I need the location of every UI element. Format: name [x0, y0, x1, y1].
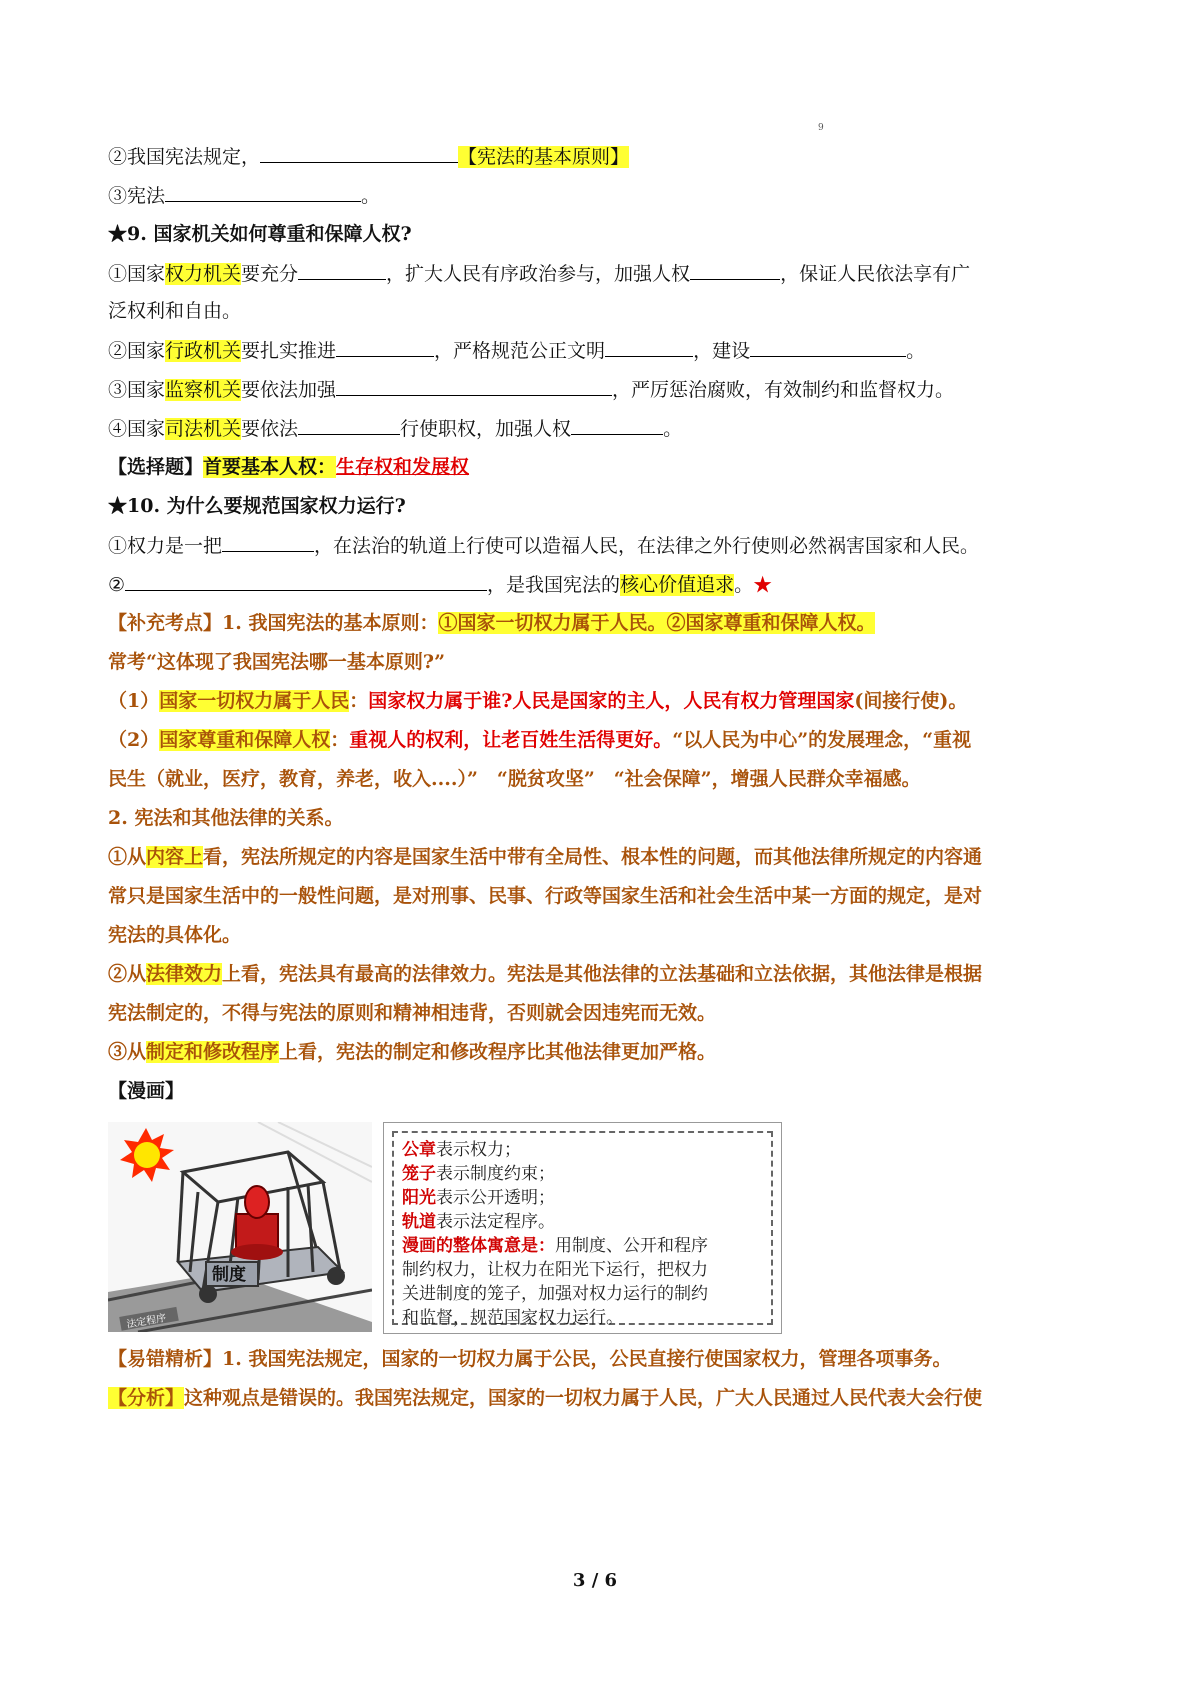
legend-meaning-2: 制约权力，让权力在阳光下运行，把权力 — [402, 1260, 708, 1280]
line-relation-3: ③从制定和修改程序上看，宪法的制定和修改程序比其他法律更加严格。 — [108, 1041, 717, 1063]
blank[interactable] — [605, 338, 693, 357]
cartoon-heading: 【漫画】 — [108, 1080, 185, 1102]
line-relation-1-end: 宪法的具体化。 — [108, 924, 242, 946]
text: ③宪法 — [108, 185, 166, 207]
question-10: ★10. 为什么要规范国家权力运行? — [108, 495, 406, 517]
cage-label: 制度 — [212, 1265, 246, 1285]
line-choice-tip: 【选择题】首要基本人权：生存权和发展权 — [108, 456, 470, 478]
legend-meaning-3: 关进制度的笼子，加强对权力运行的制约 — [402, 1284, 708, 1304]
line-constitution — [108, 183, 1090, 208]
cartoon-explanation — [383, 1122, 782, 1334]
line-principle-2-cont: 民生（就业，医疗，教育，养老，收入....）” “脱贫攻坚” “社会保障”，增强人民群众幸福感。 — [108, 768, 921, 790]
star-icon: ★ — [753, 574, 773, 596]
legend-cage: 笼子表示制度约束； — [402, 1164, 555, 1184]
rail-label: 法定程序 — [125, 1312, 168, 1331]
blank[interactable] — [260, 144, 458, 163]
line-core-value: ② ，是我国宪法的核心价值追求。★ — [108, 574, 773, 596]
blank[interactable] — [298, 416, 400, 435]
tag-basic-principle: 【宪法的基本原则】 — [458, 146, 630, 168]
highlight: 行政机关 — [165, 340, 242, 362]
line-supervisory-organ: ③国家监察机关要依法加强 ，严厉惩治腐败，有效制约和监督权力。 — [108, 379, 955, 401]
blank[interactable] — [750, 338, 906, 357]
line-constitution-rule — [108, 144, 1090, 169]
blank[interactable] — [165, 183, 361, 202]
line-admin-organ: ②国家行政机关要扎实推进 ，严格规范公正文明 ，建设 。 — [108, 340, 926, 362]
page-mark: 9 — [818, 123, 824, 133]
line-error-analysis: 【易错精析】1. 我国宪法规定，国家的一切权力属于公民，公民直接行使国家权力，管理各项事务。 — [108, 1348, 952, 1370]
blank[interactable] — [336, 377, 612, 396]
highlight: 权力机关 — [165, 263, 242, 285]
line-relation-2: ②从法律效力上看，宪法具有最高的法律效力。宪法是其他法律的立法基础和立法依据，其他法律是根据 — [108, 963, 983, 985]
line-principle-2: （2）国家尊重和保障人权：重视人的权利，让老百姓生活得更好。“以人民为中心”的发展理念，“重视 — [108, 729, 972, 751]
blank[interactable] — [298, 261, 386, 280]
text: ②我国宪法规定， — [108, 146, 261, 168]
cage-cart-illustration — [108, 1122, 372, 1332]
blank[interactable] — [125, 572, 487, 591]
line-common-test: 常考“这体现了我国宪法哪一基本原则?” — [108, 651, 445, 673]
line-principle-1: （1）国家一切权力属于人民：国家权力属于谁?人民是国家的主人，人民有权力管理国家(间接行使)。 — [108, 690, 968, 712]
line-power-double-edge: ①权力是一把 ，在法治的轨道上行使可以造福人民，在法律之外行使则必然祸害国家和人民。 — [108, 535, 980, 557]
legend-meaning: 漫画的整体寓意是：用制度、公开和程序 — [402, 1236, 708, 1256]
cartoon-image — [108, 1122, 372, 1332]
page-number: 3 / 6 — [572, 1570, 618, 1591]
line-relation-1: ①从内容上看，宪法所规定的内容是国家生活中带有全局性、根本性的问题，而其他法律所规定的内容通 — [108, 846, 983, 868]
legend-track: 轨道表示法定程序。 — [402, 1212, 555, 1232]
legend-seal: 公章表示权力； — [402, 1140, 521, 1160]
line-analysis: 【分析】这种观点是错误的。我国宪法规定，国家的一切权力属于人民，广大人民通过人民代表大会行使 — [108, 1387, 983, 1409]
line-power-organ: ①国家权力机关要充分 ，扩大人民有序政治参与，加强人权 ，保证人民依法享有广 — [108, 263, 971, 285]
highlight: 监察机关 — [165, 379, 242, 401]
line-judicial-organ: ④国家司法机关要依法 行使职权，加强人权 。 — [108, 418, 683, 440]
blank[interactable] — [571, 416, 663, 435]
question-9: ★9. 国家机关如何尊重和保障人权? — [108, 223, 412, 245]
highlight: 司法机关 — [165, 418, 242, 440]
legend-meaning-4: 和监督，规范国家权力运行。 — [402, 1308, 623, 1328]
blank[interactable] — [222, 533, 314, 552]
line-power-organ-cont: 泛权利和自由。 — [108, 300, 242, 322]
blank[interactable] — [336, 338, 434, 357]
line-relation-1-cont: 常只是国家生活中的一般性问题，是对刑事、民事、行政等国家生活和社会生活中某一方面的规定，是对 — [108, 885, 983, 907]
line-relation-2-cont: 宪法制定的，不得与宪法的原则和精神相违背，否则就会因违宪而无效。 — [108, 1002, 717, 1024]
text: 。 — [361, 185, 381, 207]
legend-sun: 阳光表示公开透明； — [402, 1188, 555, 1208]
line-relation-title: 2. 宪法和其他法律的关系。 — [108, 807, 344, 829]
line-supplement: 【补充考点】1. 我国宪法的基本原则：①国家一切权力属于人民。②国家尊重和保障人权。 — [108, 612, 876, 634]
blank[interactable] — [690, 261, 780, 280]
